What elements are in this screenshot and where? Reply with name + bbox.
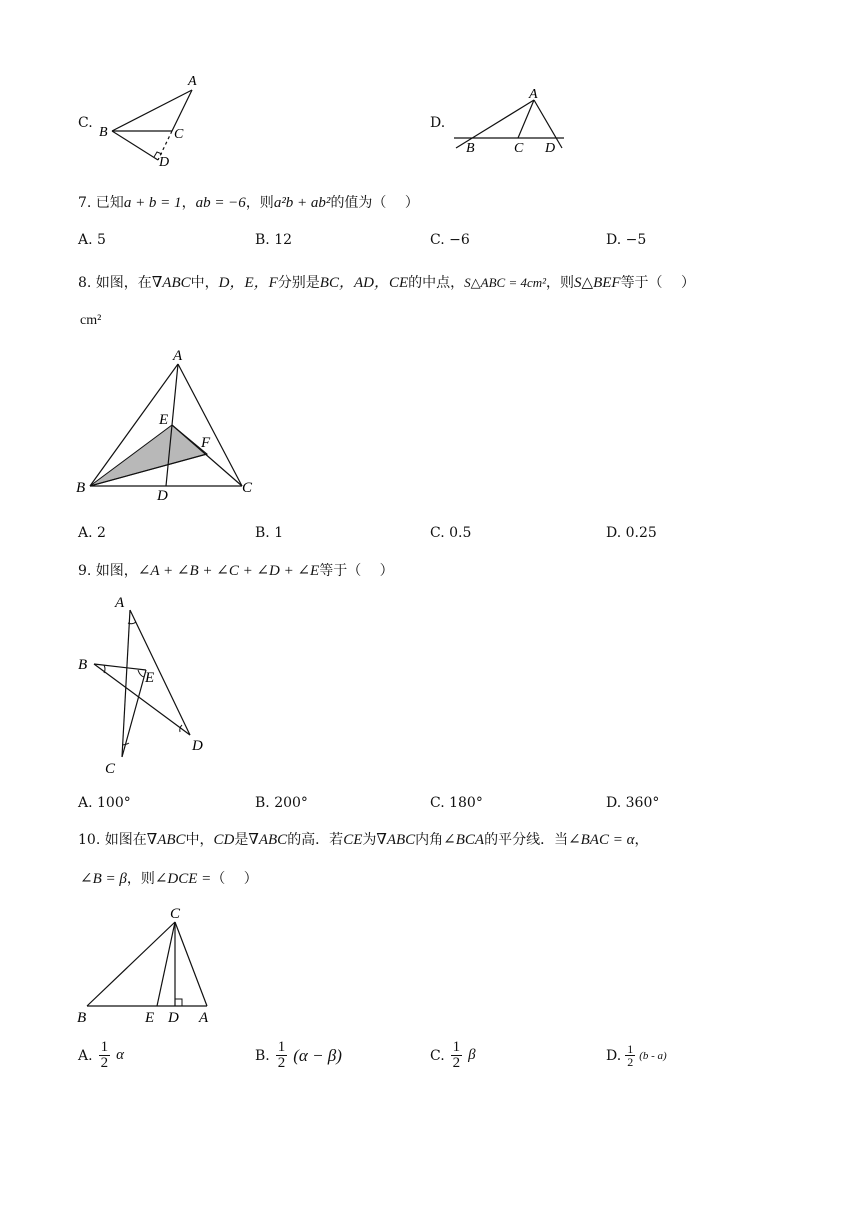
q10-tri2: ∇ABC xyxy=(248,832,288,848)
q8-target: S△BEF xyxy=(574,275,621,291)
q6-option-d-figure xyxy=(448,80,578,160)
q10-label-c: C xyxy=(170,906,181,922)
q10-d-den: 2 xyxy=(627,1055,634,1069)
q10-l1d: 为 xyxy=(362,832,377,848)
q6c-label-b: B xyxy=(99,125,108,140)
question-10-stem-line1 xyxy=(78,829,648,849)
q8-figure xyxy=(70,340,270,510)
q9-label-c: C xyxy=(105,761,116,777)
q7-sep1: ， xyxy=(181,195,196,211)
q10-angle-bca: ∠BCA xyxy=(443,832,485,848)
q10-option-a-fraction xyxy=(99,1040,111,1071)
q9-option-a[interactable]: A. 100° xyxy=(78,795,131,811)
q10-b-den: 2 xyxy=(277,1055,286,1071)
question-7-stem xyxy=(78,192,419,212)
q10-l1a: 中， xyxy=(185,832,214,848)
q6d-label-a: A xyxy=(529,87,538,102)
q10-c-den: 2 xyxy=(452,1055,461,1071)
q8-mid4: ，则 xyxy=(546,275,575,291)
q10-l1g: ， xyxy=(634,832,649,848)
q8-tri: ∇ABC xyxy=(151,275,191,291)
q10-prefix: 10. 如图在 xyxy=(78,832,147,848)
q10-l1b: 是 xyxy=(234,832,249,848)
q9-label-d: D xyxy=(192,738,203,754)
q10-option-b-label: B. xyxy=(255,1047,270,1064)
q10-cd: CD xyxy=(213,832,235,848)
q9-figure xyxy=(70,585,220,780)
q10-option-b[interactable] xyxy=(255,1040,342,1071)
q10-a-den: 2 xyxy=(100,1055,109,1071)
q8-option-b[interactable]: B. 1 xyxy=(255,525,284,541)
q10-option-a-label: A. xyxy=(78,1047,93,1064)
q7-option-b[interactable]: B. 12 xyxy=(255,232,293,248)
q8-prefix: 8. 如图，在 xyxy=(78,275,152,291)
q6d-label-b: B xyxy=(466,141,475,156)
q8-segments: BC，AD，CE xyxy=(319,275,409,291)
q6-option-c-figure xyxy=(92,70,212,170)
q10-option-c-label: C. xyxy=(430,1047,445,1064)
q6c-label-a: A xyxy=(188,74,197,89)
q10-option-c[interactable] xyxy=(430,1040,476,1071)
q6-option-d-label: D. xyxy=(430,115,446,131)
q10-l1c: 的高．若 xyxy=(287,832,344,848)
q8-label-e: E xyxy=(159,412,169,428)
q10-label-d: D xyxy=(168,1010,179,1026)
q7-option-c[interactable]: C. −6 xyxy=(430,232,470,248)
q8-label-a: A xyxy=(173,348,183,364)
q10-l1e: 内角 xyxy=(415,832,444,848)
q6c-label-c: C xyxy=(174,127,184,142)
q10-ce: CE xyxy=(343,832,363,848)
q10-label-b: B xyxy=(77,1010,87,1026)
q7-prefix: 7. 已知 xyxy=(78,195,124,211)
q10-b-num: 1 xyxy=(277,1039,286,1055)
q8-area: S△ABC = 4cm² xyxy=(464,275,547,290)
q9-label-a: A xyxy=(115,595,125,611)
q7-expr3: a²b + ab² xyxy=(273,195,331,211)
question-9-stem xyxy=(78,560,394,580)
q8-mid1: 中， xyxy=(190,275,219,291)
q7-sep2: ，则 xyxy=(245,195,274,211)
q10-d-num: 1 xyxy=(627,1042,634,1056)
q8-option-a[interactable]: A. 2 xyxy=(78,525,106,541)
q10-c-num: 1 xyxy=(452,1039,461,1055)
q10-option-b-tail: (α − β) xyxy=(293,1045,342,1065)
q9-expr: ∠A + ∠B + ∠C + ∠D + ∠E xyxy=(137,563,320,579)
q10-tri3: ∇ABC xyxy=(376,832,416,848)
q8-label-b: B xyxy=(76,480,86,496)
q10-option-c-fraction xyxy=(451,1040,463,1071)
q10-option-d-label: D. xyxy=(606,1047,622,1064)
q9-option-b[interactable]: B. 200° xyxy=(255,795,308,811)
q6d-label-c: C xyxy=(514,141,524,156)
q8-option-d[interactable]: D. 0.25 xyxy=(606,525,657,541)
q8-unit: cm² xyxy=(80,313,102,328)
q10-label-a: A xyxy=(199,1010,209,1026)
q10-option-a-tail: α xyxy=(116,1047,124,1063)
q9-option-d[interactable]: D. 360° xyxy=(606,795,660,811)
q7-suffix: 的值为（ ） xyxy=(330,195,419,211)
q7-option-d[interactable]: D. −5 xyxy=(606,232,647,248)
q10-option-d-fraction xyxy=(625,1043,635,1068)
q10-a-num: 1 xyxy=(100,1039,109,1055)
q10-option-d-tail: (b - a) xyxy=(639,1049,667,1062)
q7-expr2: ab = −6 xyxy=(195,195,246,211)
q10-cond2: ∠B = β xyxy=(80,871,127,887)
q8-suffix: 等于（ ） xyxy=(620,275,696,291)
q7-option-a[interactable]: A. 5 xyxy=(78,232,106,248)
q10-tri1: ∇ABC xyxy=(146,832,186,848)
q10-cond1: ∠BAC = α xyxy=(568,832,635,848)
q9-prefix: 9. 如图， xyxy=(78,563,138,579)
q7-expr1: a + b = 1 xyxy=(123,195,182,211)
q6d-label-d: D xyxy=(545,141,556,156)
q9-option-c[interactable]: C. 180° xyxy=(430,795,483,811)
q10-ask: ∠DCE = xyxy=(154,871,212,887)
q10-option-c-tail: β xyxy=(468,1047,476,1063)
q10-option-d[interactable] xyxy=(606,1043,667,1068)
q8-option-c[interactable]: C. 0.5 xyxy=(430,525,472,541)
q9-label-e: E xyxy=(145,670,155,686)
q6-option-c-label: C. xyxy=(78,115,93,131)
question-10-stem-line2 xyxy=(80,868,258,888)
q8-points: D，E，F xyxy=(218,275,278,291)
q10-option-b-fraction xyxy=(276,1040,288,1071)
q8-mid2: 分别是 xyxy=(277,275,320,291)
q10-l2a: ，则 xyxy=(126,871,155,887)
q6c-label-d: D xyxy=(159,155,170,170)
q10-l1f: 的平分线．当 xyxy=(484,832,569,848)
q8-label-f: F xyxy=(201,435,211,451)
question-8-stem xyxy=(78,271,695,292)
q10-l2b: （ ） xyxy=(211,871,258,887)
q9-suffix: 等于（ ） xyxy=(319,563,394,579)
q8-label-c: C xyxy=(242,480,253,496)
q8-mid3: 的中点， xyxy=(408,275,465,291)
q9-label-b: B xyxy=(78,657,88,673)
q10-option-a[interactable] xyxy=(78,1040,124,1071)
q10-figure xyxy=(70,900,230,1030)
q10-label-e: E xyxy=(145,1010,155,1026)
q8-label-d: D xyxy=(157,488,168,504)
